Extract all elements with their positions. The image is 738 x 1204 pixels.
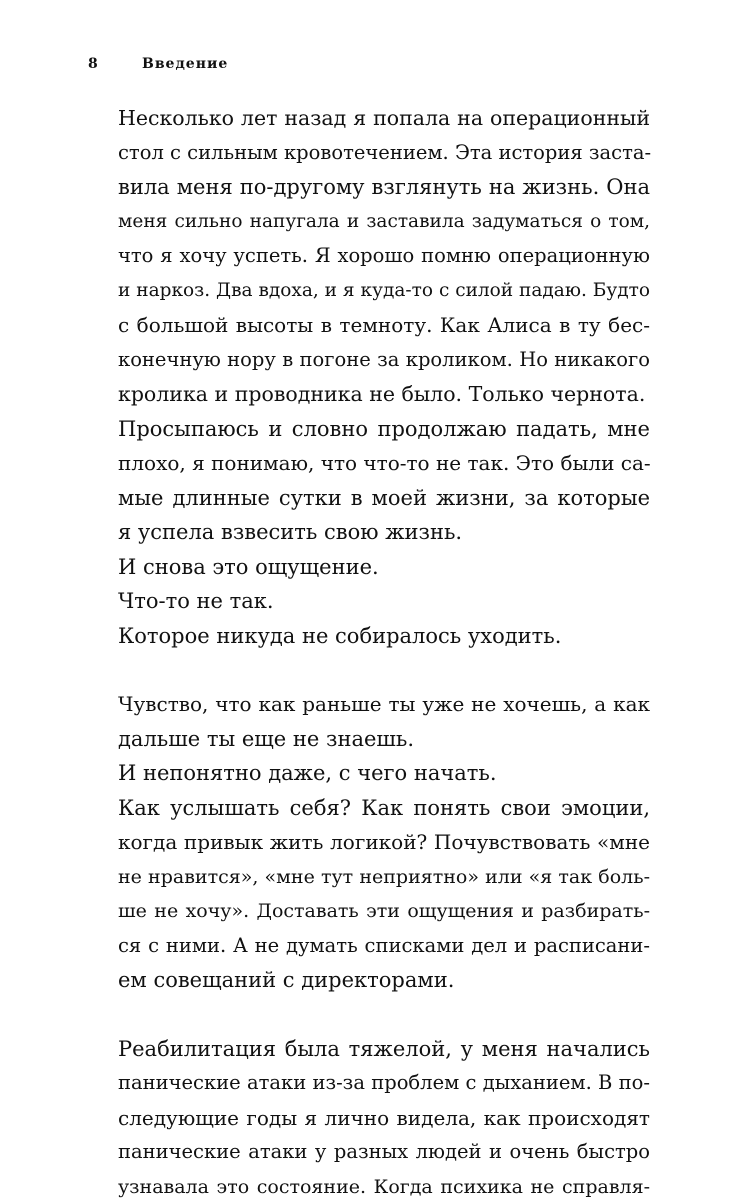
section-title: Введение: [142, 56, 228, 72]
text-line: И непонятно даже, с чего начать.: [118, 756, 650, 791]
text-line: Несколько лет назад я попала на операционный: [118, 101, 650, 136]
text-line: Которое никуда не собиралось уходить.: [118, 619, 650, 654]
text-line: панические атаки из-за проблем с дыханием. В по-: [118, 1066, 650, 1101]
text-line: узнавала это состояние. Когда психика не справля-: [118, 1170, 650, 1204]
text-line: ся с ними. А не думать списками дел и расписани-: [118, 929, 650, 964]
text-line: Чувство, что как раньше ты уже не хочешь, а как: [118, 687, 650, 722]
text-line: что я хочу успеть. Я хорошо помню операционную: [118, 239, 650, 274]
text-line: с большой высоты в темноту. Как Алиса в ту бес-: [118, 308, 650, 343]
body-text: [118, 101, 650, 1204]
text-line: Реабилитация была тяжелой, у меня начались: [118, 1032, 650, 1067]
running-head: [88, 56, 228, 72]
text-line: Как услышать себя? Как понять свои эмоции,: [118, 791, 650, 826]
text-line: ше не хочу». Доставать эти ощущения и разбирать-: [118, 894, 650, 929]
text-line: меня сильно напугала и заставила задуматься о том,: [118, 205, 650, 240]
text-line: плохо, я понимаю, что что-то не так. Это были са-: [118, 446, 650, 481]
text-line: мые длинные сутки в моей жизни, за которые: [118, 481, 650, 516]
text-line: стол с сильным кровотечением. Эта история заста-: [118, 136, 650, 171]
text-line: Что-то не так.: [118, 584, 650, 619]
text-line: ем совещаний с директорами.: [118, 963, 650, 998]
text-line: панические атаки у разных людей и очень быстро: [118, 1135, 650, 1170]
text-line: следующие годы я лично видела, как происходят: [118, 1101, 650, 1136]
page-number: 8: [88, 56, 98, 72]
text-line: И снова это ощущение.: [118, 550, 650, 585]
text-line: и наркоз. Два вдоха, и я куда-то с силой падаю. Будто: [118, 274, 650, 309]
text-line: когда привык жить логикой? Почувствовать «мне: [118, 825, 650, 860]
text-line: дальше ты еще не знаешь.: [118, 722, 650, 757]
text-line: конечную нору в погоне за кроликом. Но никакого: [118, 343, 650, 378]
text-line: вила меня по-другому взглянуть на жизнь. Она: [118, 170, 650, 205]
text-line: кролика и проводника не было. Только чернота.: [118, 377, 650, 412]
text-line: не нравится», «мне тут неприятно» или «я так боль-: [118, 860, 650, 895]
text-line: Просыпаюсь и словно продолжаю падать, мне: [118, 412, 650, 447]
text-line: я успела взвесить свою жизнь.: [118, 515, 650, 550]
